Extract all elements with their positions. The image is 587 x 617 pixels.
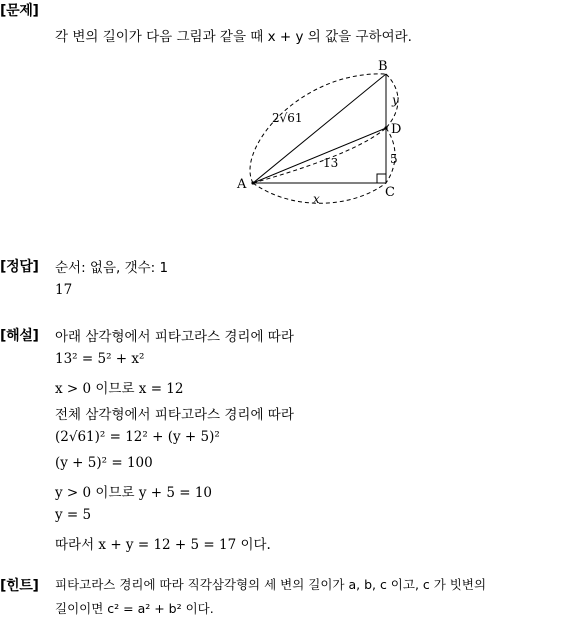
label-ab: 2√61 (272, 111, 303, 125)
solution-line-7: y > 0 이므로 y + 5 = 10 (55, 485, 212, 501)
answer-value: 17 (55, 282, 73, 298)
hint-tag: [힌트] (0, 578, 39, 594)
solution-line-3: x > 0 이므로 x = 12 (55, 381, 184, 397)
solution-line-5: (2√61)² = 12² + (y + 5)² (55, 429, 220, 445)
vertex-a-label: A (237, 177, 247, 192)
problem-text: 각 변의 길이가 다음 그림과 같을 때 x + y 의 값을 구하여라. (55, 29, 412, 45)
solution-line-4: 전체 삼각형에서 피타고라스 경리에 따라 (55, 407, 294, 423)
answer-tag: [정답] (0, 259, 39, 275)
problem-tag: [문제] (0, 3, 39, 19)
answer-meta: 순서: 없음, 갯수: 1 (55, 260, 169, 276)
label-ad: 13 (323, 156, 339, 170)
solution-line-1: 아래 삼각형에서 피타고라스 경리에 따라 (55, 329, 294, 345)
hint-line-1: 피타고라스 경리에 따라 직각삼각형의 세 변의 길이가 a, b, c 이고, c 가 빗변의 (55, 577, 487, 592)
edge-ad (253, 128, 386, 183)
vertex-d-label: D (391, 122, 402, 137)
solution-line-6: (y + 5)² = 100 (55, 455, 153, 471)
vertex-b-label: B (378, 59, 388, 74)
label-bd: y (392, 93, 399, 107)
solution-line-8: y = 5 (55, 507, 92, 523)
label-dc: 5 (390, 152, 398, 166)
solution-line-2: 13² = 5² + x² (55, 351, 145, 367)
right-angle-marker (377, 174, 386, 183)
label-ac: x (313, 192, 320, 206)
triangle-diagram (0, 0, 587, 240)
solution-tag: [해설] (0, 328, 39, 344)
solution-line-9: 따라서 x + y = 12 + 5 = 17 이다. (55, 537, 271, 553)
hint-line-2: 길이이면 c² = a² + b² 이다. (55, 601, 214, 616)
vertex-c-label: C (385, 185, 395, 200)
edge-ab (253, 74, 386, 183)
